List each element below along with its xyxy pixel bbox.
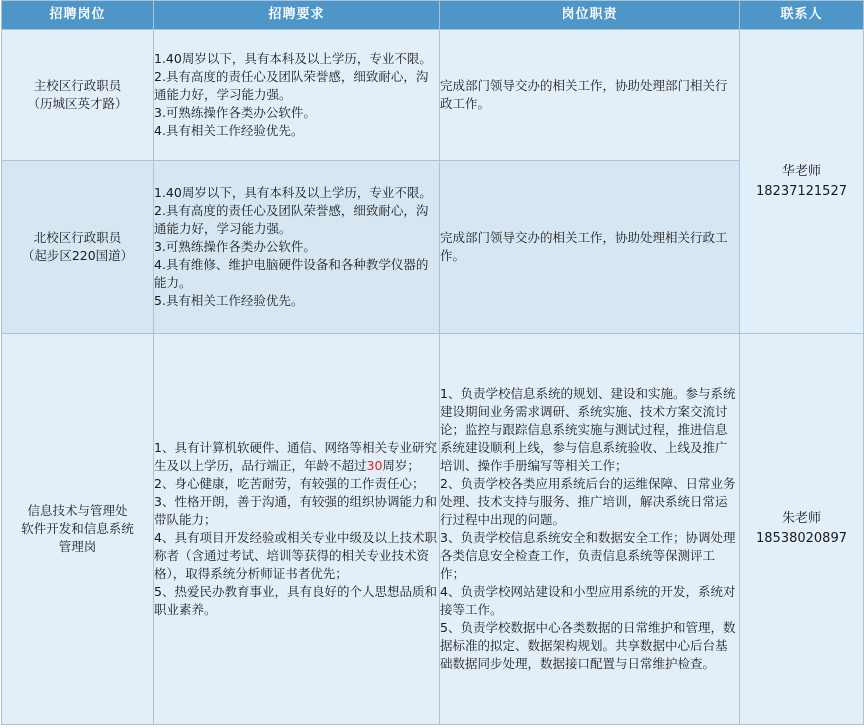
requirement-item — [154, 439, 439, 475]
requirement-item: 4、具有项目开发经验或相关专业中级及以上技术职称者（含通过考试、培训等获得的相关专业技术资格），取得系统分析师证书者优先； — [154, 530, 437, 581]
contact-phone: 18538020897 — [756, 531, 847, 546]
duty-item: 4、负责学校网站建设和小型应用系统的开发，系统对接等工作。 — [440, 584, 736, 617]
contact-cell — [740, 30, 864, 334]
duty-item: 3、负责学校信息系统安全和数据安全工作；协调处理各类信息安全检查工作，负责信息系统等保测评工作； — [440, 530, 736, 581]
recruitment-table — [1, 0, 864, 725]
duties-cell — [440, 161, 740, 334]
position-cell — [2, 161, 154, 334]
duties-cell — [440, 30, 740, 161]
duties-cell — [440, 334, 740, 725]
requirement-item: 2.具有高度的责任心及团队荣誉感，细致耐心，沟通能力好，学习能力强。 — [154, 69, 429, 102]
contact-cell — [740, 334, 864, 725]
requirements-cell — [154, 161, 440, 334]
requirement-item: 3.可熟练操作各类办公软件。 — [154, 105, 316, 120]
position-name: 北校区行政职员 — [33, 230, 122, 245]
header-position: 招聘岗位 — [2, 1, 154, 30]
position-name: 管理岗 — [58, 539, 97, 554]
table-row — [2, 334, 864, 725]
requirement-text: 周岁； — [382, 458, 420, 473]
contact-name: 朱老师 — [781, 511, 821, 526]
requirement-item: 4.具有相关工作经验优先。 — [154, 123, 304, 138]
position-name: 信息技术与管理处 — [27, 503, 128, 518]
position-location: （历城区英才路） — [27, 96, 128, 111]
header-duties: 岗位职责 — [440, 1, 740, 30]
position-cell — [2, 30, 154, 161]
duty-item: 完成部门领导交办的相关工作，协助处理部门相关行政工作。 — [440, 78, 728, 111]
requirement-item: 3.可熟练操作各类办公软件。 — [154, 239, 316, 254]
position-name: 主校区行政职员 — [33, 78, 122, 93]
requirement-item: 1.40周岁以下，具有本科及以上学历，专业不限。 — [154, 185, 432, 200]
table-row — [2, 161, 864, 334]
table-row — [2, 30, 864, 161]
duty-item: 完成部门领导交办的相关工作，协助处理相关行政工作。 — [440, 230, 728, 263]
contact-name: 华老师 — [781, 163, 821, 179]
requirement-item: 5.具有相关工作经验优先。 — [154, 293, 304, 308]
age-limit-highlight: 30 — [366, 458, 383, 473]
position-cell — [2, 334, 154, 725]
header-contact: 联系人 — [740, 1, 864, 30]
requirement-item: 3、性格开朗，善于沟通，有较强的组织协调能力和带队能力； — [154, 494, 437, 527]
table-header-row — [2, 1, 864, 30]
position-name: 软件开发和信息系统 — [21, 521, 134, 536]
requirement-item: 1.40周岁以下，具有本科及以上学历，专业不限。 — [154, 51, 432, 66]
requirement-item: 4.具有维修、维护电脑硬件设备和各种教学仪器的能力。 — [154, 257, 429, 290]
duty-item: 2、负责学校各类应用系统后台的运维保障、日常业务处理、技术支持与服务、推广培训，解决系统日常运行过程中出现的问题。 — [440, 476, 736, 527]
duty-item: 5、负责学校数据中心各类数据的日常维护和管理，数据标准的拟定、数据架构规划。共享数据中心后台基础数据同步处理，数据接口配置与日常维护检查。 — [440, 620, 736, 671]
requirement-item: 5、热爱民办教育事业，具有良好的个人思想品质和职业素养。 — [154, 584, 437, 617]
position-location: （起步区220国道） — [21, 248, 134, 263]
requirement-item: 2.具有高度的责任心及团队荣誉感，细致耐心，沟通能力好，学习能力强。 — [154, 203, 429, 236]
requirements-cell — [154, 30, 440, 161]
duty-item: 1、负责学校信息系统的规划、建设和实施。参与系统建设期间业务需求调研、系统实施、技术方案交流讨论；监控与跟踪信息系统实施与测试过程，推进信息系统建设顺利上线，参与信息系统验收、上线及推广培训、操作手册编写等相关工作； — [440, 386, 736, 473]
requirement-text: 1、具有计算机软硬件、通信、网络等相关专业研究生及以上学历，品行端正，年龄不超过 — [154, 440, 437, 473]
contact-phone: 18237121527 — [756, 183, 847, 199]
requirement-item: 2、身心健康，吃苦耐劳，有较强的工作责任心； — [154, 476, 425, 491]
header-requirements: 招聘要求 — [154, 1, 440, 30]
requirements-cell — [154, 334, 440, 725]
